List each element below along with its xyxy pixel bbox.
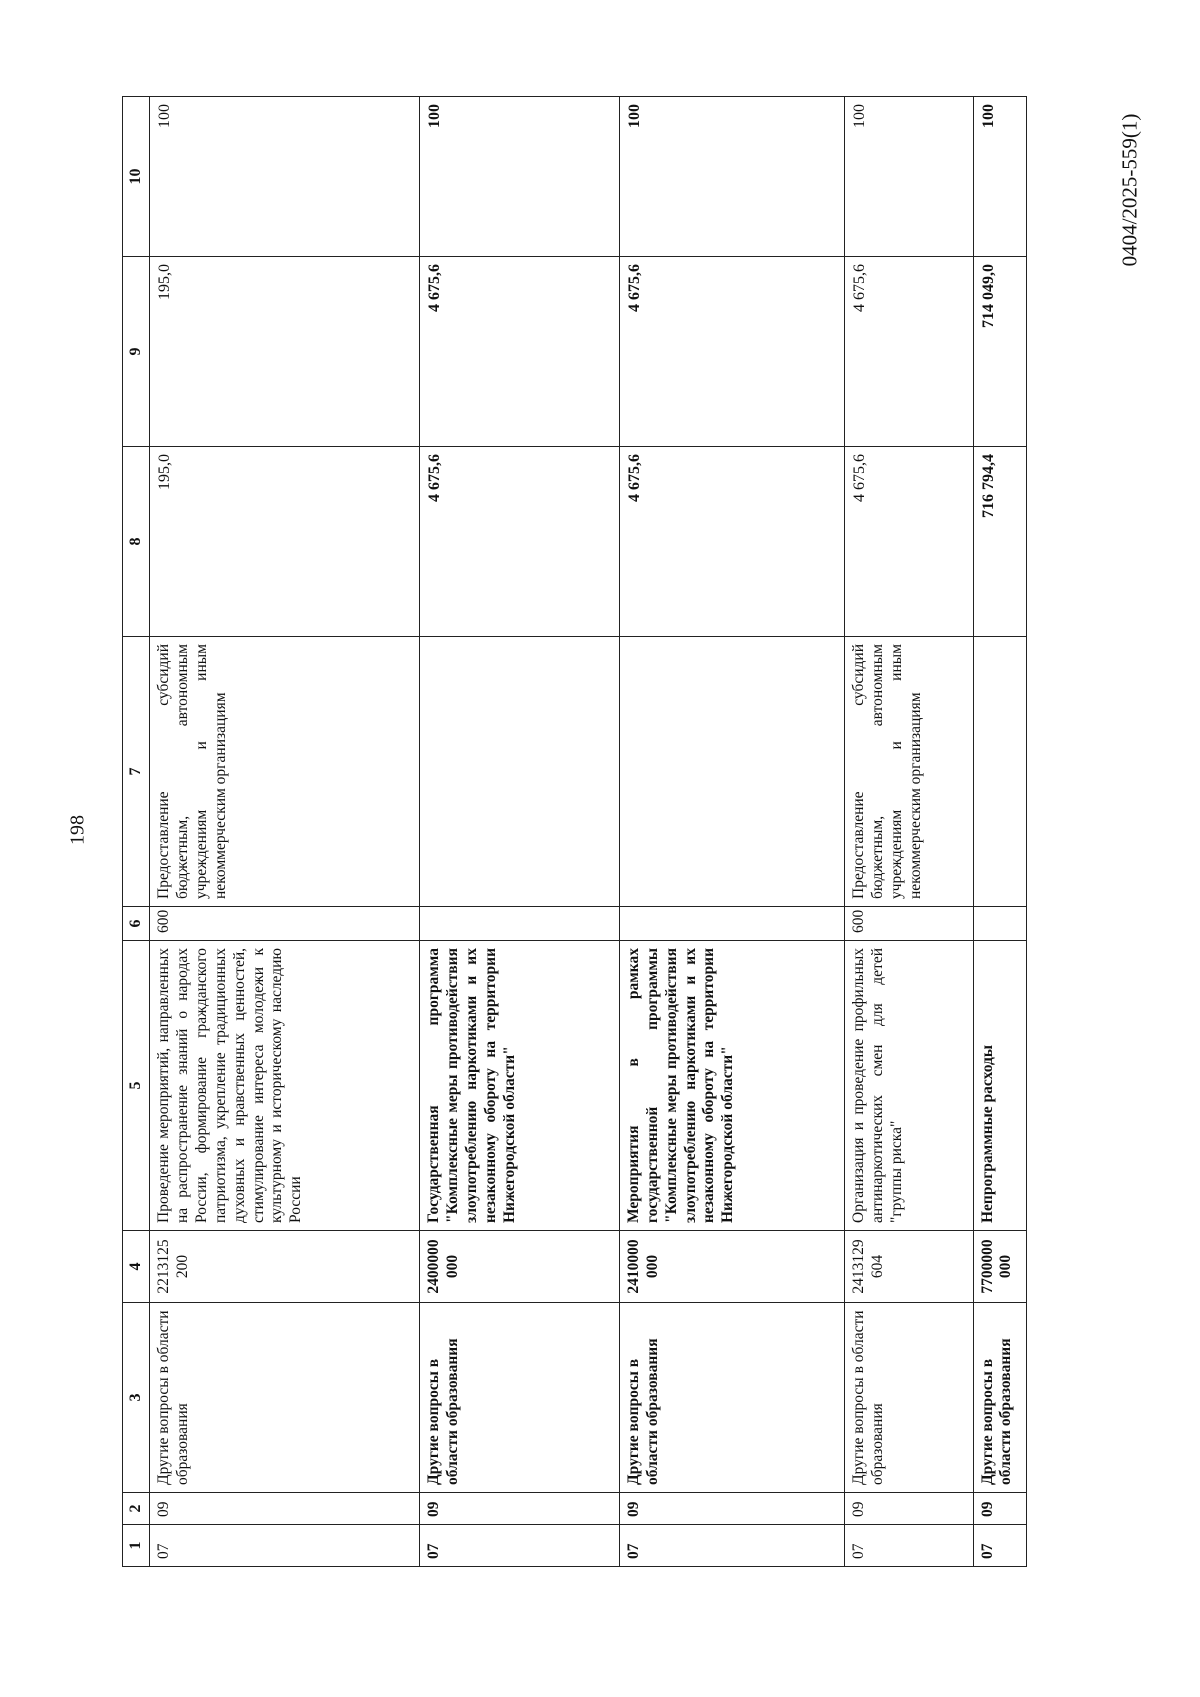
section-code: 07 (973, 1525, 1026, 1567)
executed-amount: 4 675,6 (845, 257, 973, 447)
target-article-code: 7700000000 (973, 1231, 1026, 1303)
target-article-code: 2400000000 (420, 1231, 619, 1303)
target-article-name: Мероприятия в рамках государственной программы "Комплексные меры противодействия злоупотреблению наркотиками и их незаконному обороту на территории Нижегородской области" (619, 941, 845, 1231)
page-number: 198 (66, 815, 89, 845)
expense-type-code (420, 907, 619, 941)
column-header: 9 (123, 257, 150, 447)
executed-amount: 4 675,6 (420, 257, 619, 447)
column-header: 6 (123, 907, 150, 941)
column-header: 3 (123, 1303, 150, 1493)
table-row (973, 97, 1026, 1567)
expense-type-code (973, 907, 1026, 941)
column-header: 8 (123, 447, 150, 637)
subsection-code: 09 (845, 1493, 973, 1525)
subsection-code: 09 (420, 1493, 619, 1525)
table-row (845, 97, 973, 1567)
budget-table (122, 96, 1027, 1567)
executed-amount: 714 049,0 (973, 257, 1026, 447)
target-article-name: Государственная программа "Комплексные меры противодействия злоупотреблению наркотиками и их незаконному обороту на территории Нижегородской области" (420, 941, 619, 1231)
column-header: 2 (123, 1493, 150, 1525)
expense-type-code: 600 (845, 907, 973, 941)
expense-type-code (619, 907, 845, 941)
column-header: 5 (123, 941, 150, 1231)
execution-percent: 100 (420, 97, 619, 257)
execution-percent: 100 (973, 97, 1026, 257)
section-name: Другие вопросы в области образования (845, 1303, 973, 1493)
subsection-code: 09 (150, 1493, 420, 1525)
section-name: Другие вопросы в области образования (150, 1303, 420, 1493)
planned-amount: 195,0 (150, 447, 420, 637)
expense-type-name: Предоставление субсидий бюджетным, автономным учреждениям и иным некоммерческим организациям (150, 637, 420, 907)
execution-percent: 100 (845, 97, 973, 257)
expense-type-name (973, 637, 1026, 907)
planned-amount: 716 794,4 (973, 447, 1026, 637)
subsection-code: 09 (619, 1493, 845, 1525)
table-row (150, 97, 420, 1567)
section-code: 07 (420, 1525, 619, 1567)
planned-amount: 4 675,6 (420, 447, 619, 637)
expense-type-name: Предоставление субсидий бюджетным, автономным учреждениям и иным некоммерческим организациям (845, 637, 973, 907)
table-row (420, 97, 619, 1567)
column-header: 1 (123, 1525, 150, 1567)
subsection-code: 09 (973, 1493, 1026, 1525)
section-code: 07 (150, 1525, 420, 1567)
execution-percent: 100 (619, 97, 845, 257)
table-row (619, 97, 845, 1567)
executed-amount: 4 675,6 (619, 257, 845, 447)
expense-type-name (420, 637, 619, 907)
section-code: 07 (845, 1525, 973, 1567)
executed-amount: 195,0 (150, 257, 420, 447)
target-article-name: Организация и проведение профильных антинаркотических смен для детей "группы риска" (845, 941, 973, 1231)
section-name: Другие вопросы в области образования (973, 1303, 1026, 1493)
planned-amount: 4 675,6 (845, 447, 973, 637)
expense-type-code: 600 (150, 907, 420, 941)
section-name: Другие вопросы в области образования (420, 1303, 619, 1493)
target-article-code: 2410000000 (619, 1231, 845, 1303)
section-name: Другие вопросы в области образования (619, 1303, 845, 1493)
rotated-table-wrapper (122, 97, 1027, 1567)
target-article-code: 2413129604 (845, 1231, 973, 1303)
column-header: 10 (123, 97, 150, 257)
section-code: 07 (619, 1525, 845, 1567)
column-header: 4 (123, 1231, 150, 1303)
target-article-name: Проведение мероприятий, направленных на распространение знаний о народах России, формирование гражданского патриотизма, укрепление традиционных духовных и нравственных ценностей, стимулирование интереса молодежи к культурному и историческому наследию России (150, 941, 420, 1231)
expense-type-name (619, 637, 845, 907)
execution-percent: 100 (150, 97, 420, 257)
document-code: 0404/2025-559(1) (1117, 113, 1142, 267)
column-header: 7 (123, 637, 150, 907)
target-article-name: Непрограммные расходы (973, 941, 1026, 1231)
table-header-row (123, 97, 150, 1567)
planned-amount: 4 675,6 (619, 447, 845, 637)
target-article-code: 2213125200 (150, 1231, 420, 1303)
